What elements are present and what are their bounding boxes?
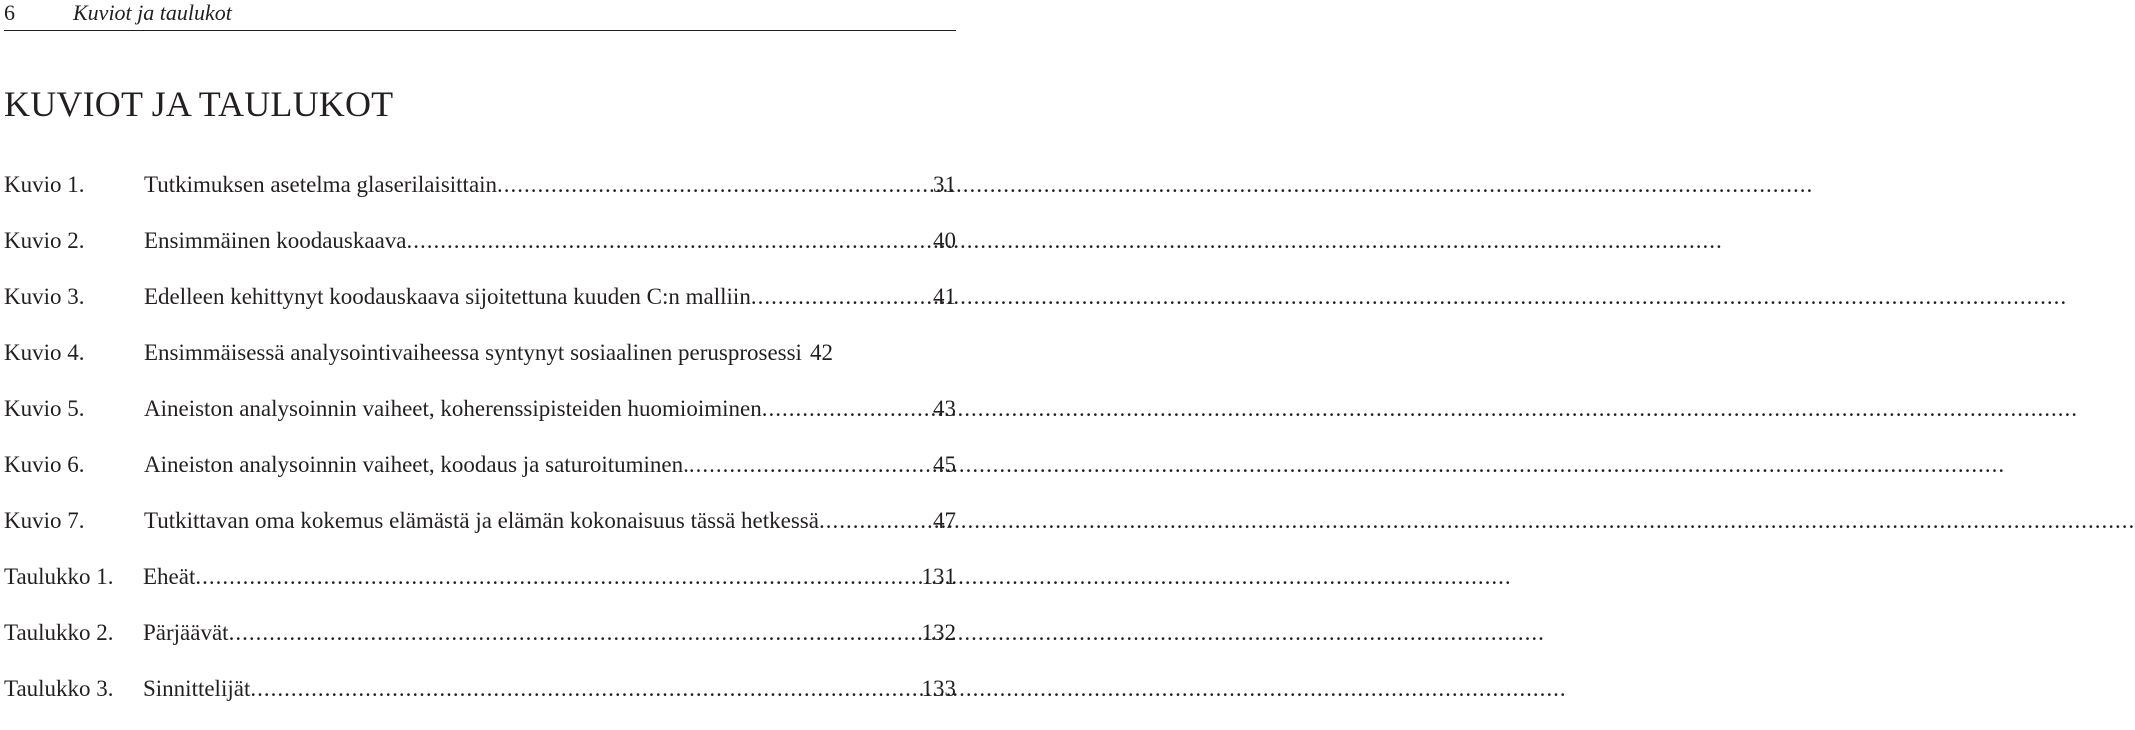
figure-entry-line — [144, 282, 956, 312]
figure-title: Ensimmäisessä analysointivaiheessa syntynyt sosiaalinen perusprosessi — [144, 340, 802, 365]
table-title: Eheät — [143, 564, 196, 589]
dot-leader — [751, 282, 933, 312]
figure-entry-4[interactable] — [4, 338, 956, 394]
figure-label: Kuvio 7. — [4, 508, 85, 533]
figure-page-number: 40 — [933, 228, 956, 253]
figure-title: Edelleen kehittynyt koodauskaava sijoitettuna kuuden C:n malliin — [144, 284, 751, 309]
table-label: Taulukko 1. — [4, 564, 114, 589]
table-title: Pärjäävät — [143, 620, 229, 645]
figure-title: Aineiston analysoinnin vaiheet, koodaus ja saturoituminen. — [144, 452, 689, 477]
figure-entry-line — [144, 338, 956, 368]
table-entry-2[interactable] — [4, 618, 956, 674]
figure-entry-1[interactable] — [4, 170, 956, 226]
figure-entry-line — [144, 170, 956, 200]
table-entry-line — [143, 618, 956, 648]
dot-leader — [497, 170, 933, 200]
figure-entry-5[interactable] — [4, 394, 956, 450]
dot-leader — [689, 450, 933, 480]
figure-title: Tutkimuksen asetelma glaserilaisittain — [144, 172, 498, 197]
table-page-number: 132 — [921, 620, 956, 645]
figure-entry-line — [144, 226, 956, 256]
dot-leader — [819, 506, 933, 536]
figure-label: Kuvio 4. — [4, 340, 85, 365]
dot-leader — [195, 562, 921, 592]
figure-entry-2[interactable] — [4, 226, 956, 282]
figure-page-number: 41 — [933, 284, 956, 309]
figure-page-number: 47 — [933, 508, 956, 533]
figure-label: Kuvio 5. — [4, 396, 85, 421]
table-label: Taulukko 2. — [4, 620, 114, 645]
table-entry-1[interactable] — [4, 562, 956, 618]
figure-label: Kuvio 1. — [4, 172, 85, 197]
figure-label: Kuvio 3. — [4, 284, 85, 309]
dot-leader — [407, 226, 933, 256]
table-label: Taulukko 3. — [4, 676, 114, 701]
figure-page-number: 31 — [933, 172, 956, 197]
page-title: KUVIOT JA TAULUKOT — [4, 84, 394, 124]
list-of-figures-and-tables — [4, 170, 956, 730]
dot-leader — [250, 674, 921, 704]
figure-entry-line — [144, 394, 956, 424]
figure-title: Tutkittavan oma kokemus elämästä ja elämän kokonaisuus tässä hetkessä — [144, 508, 819, 533]
figure-entry-7[interactable] — [4, 506, 956, 562]
table-page-number: 133 — [921, 676, 956, 701]
figure-entry-6[interactable] — [4, 450, 956, 506]
figure-page-number: 45 — [933, 452, 956, 477]
table-entry-3[interactable] — [4, 674, 956, 730]
figure-entry-3[interactable] — [4, 282, 956, 338]
figure-page-number: 43 — [933, 396, 956, 421]
figure-label: Kuvio 6. — [4, 452, 85, 477]
figure-entry-line — [144, 506, 956, 536]
dot-leader — [229, 618, 922, 648]
table-entry-line — [143, 674, 956, 704]
figure-label: Kuvio 2. — [4, 228, 85, 253]
figure-entry-line — [144, 450, 956, 480]
figure-page-number: 42 — [809, 340, 833, 365]
figure-title: Aineiston analysoinnin vaiheet, koherenssipisteiden huomioiminen — [144, 396, 762, 421]
table-title: Sinnittelijät — [143, 676, 251, 701]
table-page-number: 131 — [921, 564, 956, 589]
figure-title: Ensimmäinen koodauskaava — [144, 228, 407, 253]
table-entry-line — [143, 562, 956, 592]
dot-leader — [762, 394, 933, 424]
page-number: 6 — [4, 0, 15, 25]
running-header — [4, 0, 956, 31]
running-title: Kuviot ja taulukot — [73, 0, 232, 25]
